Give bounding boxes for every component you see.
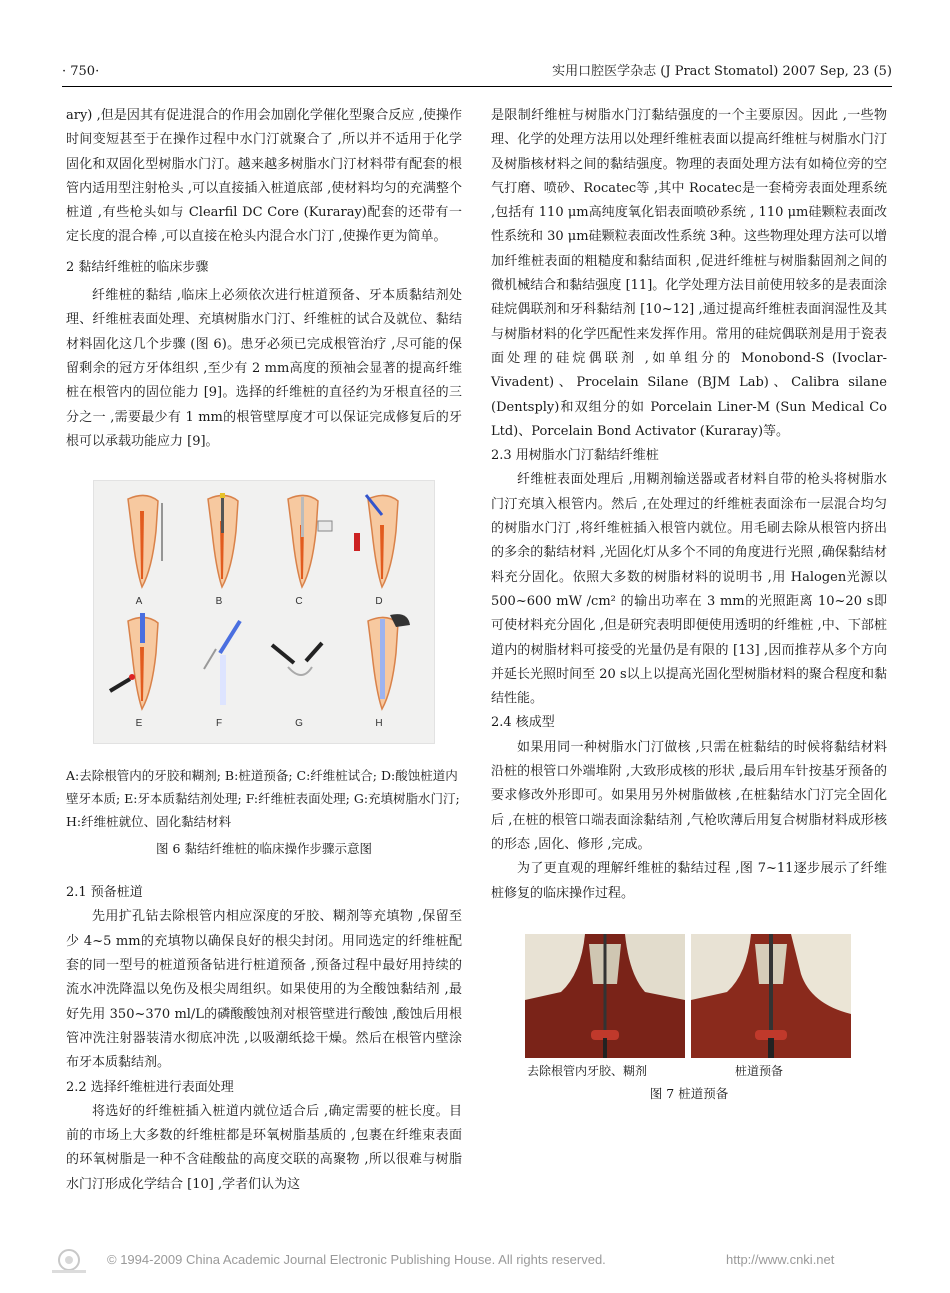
panel-label: D xyxy=(375,596,383,608)
panel-label: B xyxy=(215,596,223,608)
fig6-panel-f xyxy=(186,613,266,733)
header-rule xyxy=(62,86,892,87)
page-number: · 750· xyxy=(62,64,100,79)
tooth-icon xyxy=(266,613,346,713)
paragraph-clinical-steps: 纤维桩的黏结 ,临床上必须依次进行桩道预备、牙本质黏结剂处理、纤维桩表面处理、充填树脂水门汀、纤维桩的试合及就位、黏结材料固化这几个步骤 (图 6)。患牙必须已完成根管治疗 ,尽可能的保留剩余的冠方牙体组织 ,至少有 2 mm高度的预袖会显著的提高纤维桩在根管内的固位能力 [9]。选择的纤维桩的直径约为牙根直径的三分之一 ,需要最少有 1 mm的根管壁厚度才可以保证完成修复后的牙根可以承载功能应力 [9]。 xyxy=(66,288,462,449)
tooth-photo-image xyxy=(525,934,685,1058)
fig7-label-right: 桩道预备 xyxy=(735,1063,784,1078)
panel-label: G xyxy=(295,718,303,730)
photo-post-preparation xyxy=(691,934,851,1058)
figure-7-title: 图 7 桩道预备 xyxy=(649,1085,729,1101)
tooth-icon xyxy=(106,491,186,591)
right-column xyxy=(491,104,887,1104)
copyright-notice: © 1994-2009 China Academic Journal Electronic Publishing House. All rights reserved. xyxy=(107,1252,606,1267)
panel-label: E xyxy=(135,718,143,730)
left-column xyxy=(66,104,462,1197)
page-footer xyxy=(48,1248,908,1274)
fig6-panel-g xyxy=(266,613,346,733)
logo-icon xyxy=(48,1248,90,1274)
fig7-label-left: 去除根管内牙胶、糊剂 xyxy=(527,1063,648,1078)
panel-label: H xyxy=(375,718,383,730)
paragraph-figure-intro: 为了更直观的理解纤维桩的黏结过程 ,图 7~11逐步展示了纤维桩修复的临床操作过程。 xyxy=(491,861,887,901)
tooth-icon xyxy=(186,613,266,713)
figure-7-sublabels xyxy=(525,1062,853,1082)
fig6-panel-h xyxy=(346,613,426,733)
section-heading-2: 2 黏结纤维桩的临床步骤 xyxy=(66,259,209,275)
subsection-2-4: 2.4 核成型 xyxy=(491,715,555,731)
journal-citation: 实用口腔医学杂志 (J Pract Stomatol) 2007 Sep, 23 (5) xyxy=(552,64,892,79)
tooth-icon xyxy=(186,491,266,591)
figure-6-diagram xyxy=(93,480,435,744)
fig6-panel-c xyxy=(266,491,346,611)
paragraph-prepare-post: 先用扩孔钻去除根管内相应深度的牙胶、糊剂等充填物 ,保留至少 4~5 mm的充填物以确保良好的根尖封闭。用同选定的纤维桩配套的同一型号的桩道预备钻进行桩道预备 ,预备过程中最好用持续的流水冲洗降温以免伤及根尖周组织。如果使用的为全酸蚀黏结剂 ,最好先用 350~370 ml/L的磷酸酸蚀剂对根管壁进行酸蚀 ,酸蚀后用根管冲洗注射器装清水彻底冲洗 ,以吸潮纸捻干燥。然后在根管内壁涂布牙本质黏结剂。 xyxy=(66,909,462,1071)
footer-url[interactable]: http://www.cnki.net xyxy=(726,1252,835,1267)
panel-label: C xyxy=(295,596,303,608)
tooth-icon xyxy=(346,613,426,713)
paragraph-cement-bonding: 纤维桩表面处理后 ,用糊剂输送器或者材料自带的枪头将树脂水门汀充填入根管内。然后 ,在处理过的纤维桩表面涂布一层混合均匀的树脂水门汀 ,将纤维桩插入根管内就位。用毛刷去除从根管内挤出的多余的黏结材料 ,光固化灯从多个不同的角度进行光照 ,确保黏结材料充分固化。依照大多数的树脂材料的说明书 ,用 Halogen光源以 500~600 mW /cm² 的输出功率在 3 mm的光照距离 10~20 s即可使材料充分固化 ,但是研究表明即便使用透明的纤维桩 ,中、下部桩道内的树脂材料可接受的光量仍是有限的 [13] ,因而推荐从多个方向并延长光照时间至 20 s以上以提高光固化型树脂材料的聚合程度和黏结性能。 xyxy=(491,472,887,707)
figure-6-legend: A:去除根管内的牙胶和糊剂; B:桩道预备; C:纤维桩试合; D:酸蚀桩道内壁牙本质; E:牙本质黏结剂处理; F:纤维桩表面处理; G:充填树脂水门汀; H:纤维桩就位、固化黏结材料 xyxy=(66,768,460,830)
fig6-panel-b xyxy=(186,491,266,611)
paragraph-core-build: 如果用同一种树脂水门汀做核 ,只需在桩黏结的时候将黏结材料沿桩的根管口外端堆附 ,大致形成核的形状 ,最后用车针按基牙预备的要求修改外形即可。如果用另外树脂做核 ,在桩黏结水门汀完全固化后 ,在桩的根管口端表面涂黏结剂 ,气枪吹薄后用复合树脂材料成形核的形态 ,固化、修形 ,完成。 xyxy=(491,739,887,852)
cnki-logo xyxy=(48,1248,90,1274)
fig6-panel-d xyxy=(346,491,426,611)
panel-label: A xyxy=(135,596,143,608)
tooth-icon xyxy=(106,613,186,713)
paragraph-continued: ary) ,但是因其有促进混合的作用会加剧化学催化型聚合反应 ,使操作时间变短甚至于在操作过程中水门汀就聚合了 ,所以并不适用于化学固化和双固化型树脂水门汀。越来越多树脂水门汀材料带有配套的根管内适用型注射枪头 ,可以直接插入桩道底部 ,使材料均匀的充满整个桩道 ,有些枪头如与 Clearfil DC Core (Kuraray)配套的还带有一定长度的混合棒 ,可以直接在枪头内混合水门汀 ,使操作更为简单。 xyxy=(66,108,462,245)
panel-label: F xyxy=(215,718,223,730)
fig6-panel-e xyxy=(106,613,186,733)
figure-7-photos xyxy=(525,934,853,1058)
paragraph-surface-methods: 是限制纤维桩与树脂水门汀黏结强度的一个主要原因。因此 ,一些物理、化学的处理方法用以处理纤维桩表面以提高纤维桩与树脂水门汀及树脂核材料之间的黏结强度。物理的表面处理方法有如椅位旁的空气打磨、喷砂、Rocatec等 ,其中 Rocatec是一套椅旁表面处理系统 ,包括有 110 μm高纯度氧化铝表面喷砂系统 , 110 μm硅颗粒表面改性系统和 30 μm硅颗粒表面改性系统 3种。这些物理处理方法可以增加纤维桩表面的粗糙度和黏结面积 ,促进纤维桩与树脂黏固剂之间的微机械结合和黏结强度 [11]。化学处理方法目前使用较多的是表面涂硅烷偶联剂和牙科黏结剂 [10~12] ,通过提高纤维桩表面润湿性及其与树脂材料的化学匹配性来发挥作用。常用的硅烷偶联剂是用于瓷表面处理的硅烷偶联剂 ,如单组分的 Monobond-S (Ivoclar-Vivadent)、Procelain Silane (BJM Lab)、Calibra silane (Dentsply)和双组分的如 Porcelain Liner-M (Sun Medical Co Ltd)、Porcelain Bond Activator (Kuraray)等。 xyxy=(491,108,887,439)
running-header xyxy=(62,62,892,84)
fig6-panel-a xyxy=(106,491,186,611)
tooth-icon xyxy=(346,491,426,591)
tooth-photo-image xyxy=(691,934,851,1058)
subsection-2-3: 2.3 用树脂水门汀黏结纤维桩 xyxy=(491,448,659,464)
paragraph-surface-treatment: 将选好的纤维桩插入桩道内就位适合后 ,确定需要的桩长度。目前的市场上大多数的纤维桩都是环氧树脂基质的 ,包裹在纤维束表面的环氧树脂是一种不含硅酸盐的高度交联的高聚物 ,所以很难与树脂水门汀形成化学结合 [10] ,学者们认为这 xyxy=(66,1103,462,1192)
subsection-2-1: 2.1 预备桩道 xyxy=(66,885,143,901)
subsection-2-2: 2.2 选择纤维桩进行表面处理 xyxy=(66,1079,234,1095)
tooth-icon xyxy=(266,491,346,591)
photo-remove-gutta-percha xyxy=(525,934,685,1058)
figure-6-title: 图 6 黏结纤维桩的临床操作步骤示意图 xyxy=(156,841,372,857)
